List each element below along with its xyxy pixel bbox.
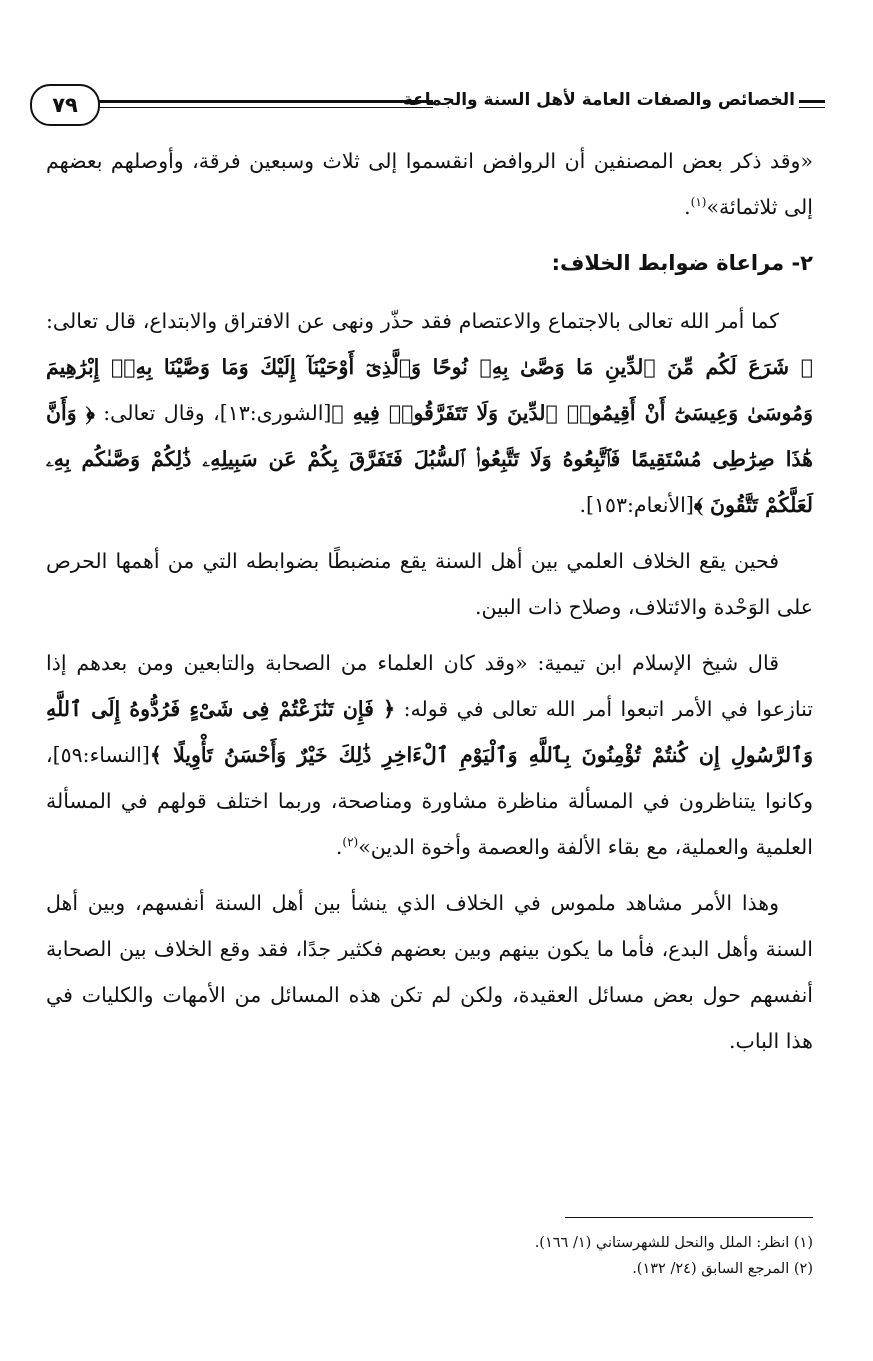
paragraph-1-text: «وقد ذكر بعض المصنفين أن الروافض انقسموا إلى ثلاث وسبعين فرقة، وأوصلهم بعضهم إلى ثلاثمائة» [46,149,813,219]
paragraph-4 [46,640,813,870]
header-rule-thin [90,107,433,108]
footnote-ref-2: (٢) [342,835,359,850]
footnote-1: (١) انظر: الملل والنحل للشهرستاني (١/ ١٦٦). [534,1235,813,1251]
paragraph-2-text-a: كما أمر الله تعالى بالاجتماع والاعتصام فقد حذّر ونهى عن الافتراق والابتداع، قال تعالى: [46,309,779,333]
page-number: ٧٩ [30,84,100,126]
paragraph-2 [46,298,813,528]
paragraph-1: «وقد ذكر بعض المصنفين أن الروافض انقسموا إلى ثلاث وسبعين فرقة، وأوصلهم بعضهم إلى ثلاثمائة»$^{(١)}$. [46,149,813,219]
paragraph-4-text-a: قال شيخ الإسلام ابن تيمية: «وقد كان العلماء من الصحابة والتابعين ومن بعدهم إذا تنازعوا في الأمر اتبعوا أمر الله تعالى في قوله: [46,651,813,721]
header-rule-thick-right [799,100,825,103]
paragraph-2-text-c: [الأنعام:١٥٣]. [579,493,694,517]
paragraph-4-end: . [335,835,343,859]
paragraph-4-text-b: [النساء:٥٩]، وكانوا يتناظرون في المسألة مناظرة مشاورة ومناصحة، وربما اختلف قولهم في المسألة العلمية والعملية، مع بقاء الألفة والعصمة وأخوة الدين» [46,743,813,859]
quran-verse-an-nisa: ﴿ فَإِن تَنَٰزَعْتُمْ فِى شَىْءٍ فَرُدُّوهُ إِلَى ٱللَّهِ وَٱلرَّسُولِ إِن كُنتُمْ تُؤْمِنُونَ بِٱللَّهِ وَٱلْيَوْمِ ٱلْءَاخِرِ ذَٰلِكَ خَيْرٌ وَأَحْسَنُ تَأْوِيلًا ﴾ [46,697,813,767]
paragraph-2-text-b: [الشورى:١٣]، وقال تعالى: [94,401,332,425]
paragraph-3: فحين يقع الخلاف العلمي بين أهل السنة يقع منضبطًا بضوابطه التي من أهمها الحرص على الوَحْدة والائتلاف، وصلاح ذات البين. [46,549,813,619]
header-rule-thick [90,100,433,103]
main-text [46,138,813,1074]
quran-verse-ash-shura: ﴿ شَرَعَ لَكُم مِّنَ ٱلدِّينِ مَا وَصَّىٰ بِهِۦ نُوحًا وَٱلَّذِىٓ أَوْحَيْنَآ إِلَيْكَ وَمَا وَصَّيْنَا بِهِۦٓ إِبْرَٰهِيمَ وَمُوسَىٰ وَعِيسَىٰٓ أَنْ أَقِيمُوا۟ ٱلدِّينَ وَلَا تَتَفَرَّقُوا۟ فِيهِ ﴾ [46,355,813,425]
running-header [30,80,825,132]
quran-verse-al-anam: ﴿ وَأَنَّ هَٰذَا صِرَٰطِى مُسْتَقِيمًا فَٱتَّبِعُوهُ وَلَا تَتَّبِعُوا۟ ٱلسُّبُلَ فَتَفَرَّقَ بِكُمْ عَن سَبِيلِهِۦ ذَٰلِكُمْ وَصَّىٰكُم بِهِۦ لَعَلَّكُمْ تَتَّقُونَ ﴾ [46,401,813,517]
footnote-ref-1: (١) [690,195,707,210]
paragraph-5: وهذا الأمر مشاهد ملموس في الخلاف الذي ينشأ بين أهل السنة أنفسهم، وبين أهل السنة وأهل البدع، فأما ما يكون بينهم وبين بعضهم فكثير جدًا، فقد وقع الخلاف بين الصحابة أنفسهم حول بعض مسائل العقيدة، ولكن لم تكن هذه المسائل من الأمهات والكليات في هذا الباب. [46,891,813,1053]
section-heading: ٢- مراعاة ضوابط الخلاف: [551,251,813,275]
footnotes [46,1230,813,1282]
header-rule-thin-right [799,107,825,108]
running-title: الخصائص والصفات العامة لأهل السنة والجماعة [402,90,795,110]
footnote-2: (٢) المرجع السابق (٢٤/ ١٣٢). [632,1261,813,1277]
footnote-separator [565,1217,813,1218]
